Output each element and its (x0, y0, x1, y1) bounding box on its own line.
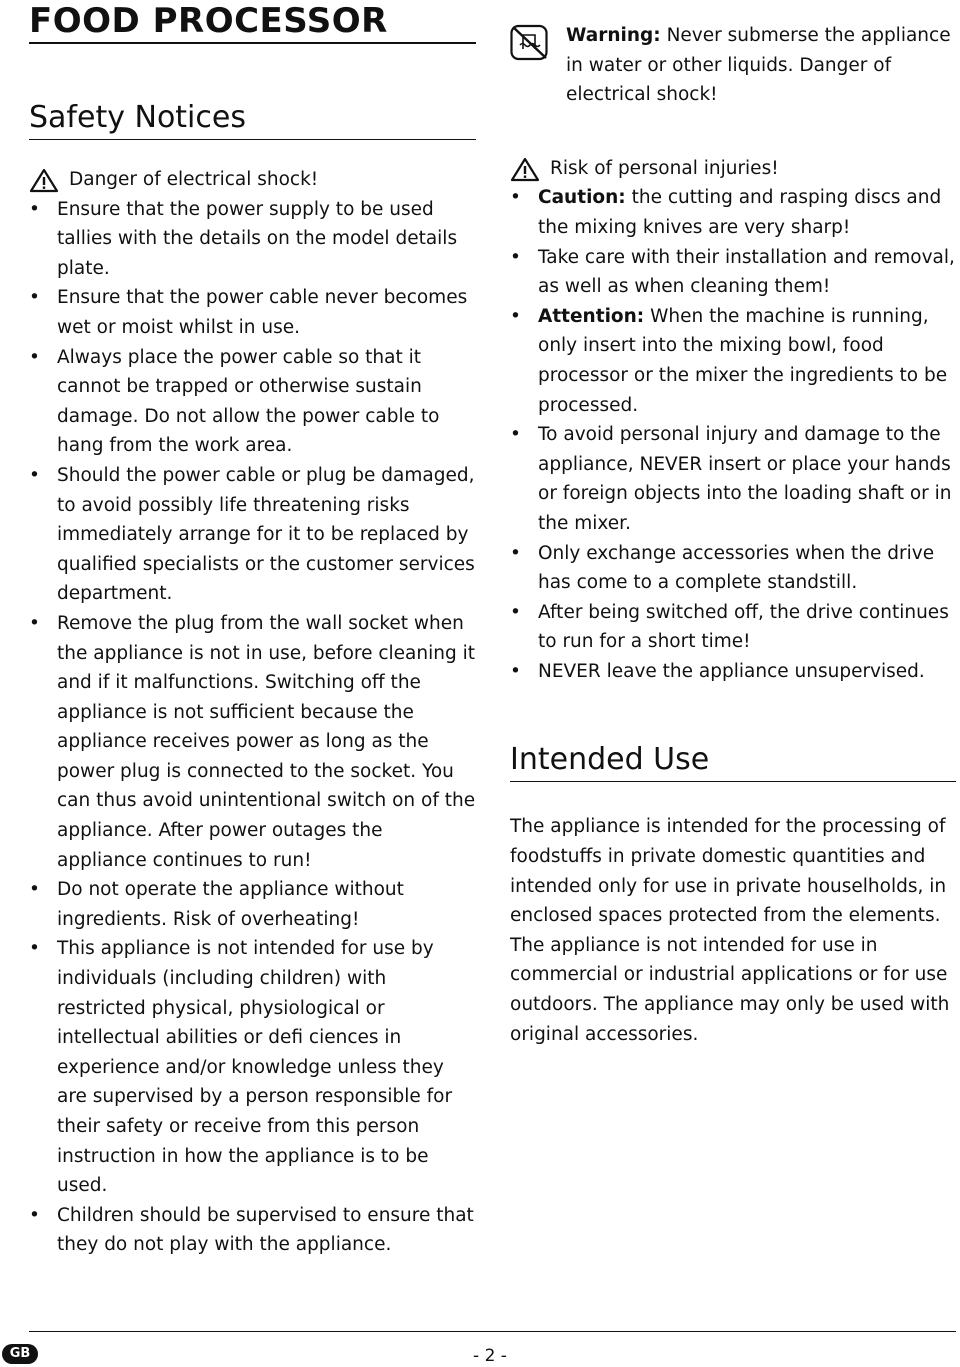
list-item: • After being switched off, the drive continues to run for a short time! (510, 598, 956, 657)
injury-heading (510, 154, 956, 184)
submerge-warning-label: Warning: (566, 25, 661, 46)
safety-notices-title: Safety Notices (29, 100, 476, 140)
intended-use-body (510, 812, 956, 1049)
submerge-warning (510, 21, 956, 110)
caution-label: Caution: (538, 187, 626, 209)
list-item: • Ensure that the power supply to be used tallies with the details on the model details plate. (29, 195, 476, 284)
submerge-warning-text (566, 21, 956, 110)
page-number: - 2 - (473, 1346, 507, 1366)
footer-divider (29, 1331, 956, 1332)
country-badge: GB (2, 1344, 38, 1364)
list-item: • Only exchange accessories when the drive has come to a complete standstill. (510, 539, 956, 598)
submerge-warning-body: Never submerse the appliance in water or other liquids. Danger of electrical shock! (566, 25, 951, 106)
electric-shock-heading (29, 165, 476, 195)
intended-use-paragraph: The appliance is intended for the processing of foodstuffs in private domestic quantities and intended only for use in private houselholds, in enclosed spaces protected from the elements. (510, 816, 947, 927)
list-item: • Children should be supervised to ensure that they do not play with the appliance. (29, 1201, 476, 1260)
no-submerge-icon (510, 21, 548, 61)
list-item: • Ensure that the power cable never becomes wet or moist whilst in use. (29, 283, 476, 342)
page-title: FOOD PROCESSOR (29, 0, 476, 44)
intended-use-title: Intended Use (510, 742, 956, 782)
attention-text: When the machine is running, only insert into the mixing bowl, food processor or the mixer the ingredients to be processed. (538, 305, 948, 416)
electric-shock-heading-text: Danger of electrical shock! (69, 169, 319, 190)
warning-triangle-icon (510, 157, 540, 182)
list-item: • Remove the plug from the wall socket when the appliance is not in use, before cleaning it and if it malfunctions. Switching off the appliance is not sufficient because the appliance receives power as long as the power plug is connected to the socket. You can thus avoid unintentional switch on of the appliance. After power outages the appliance continues to run! (29, 609, 476, 875)
right-column (510, 0, 956, 1049)
left-column (29, 0, 476, 1260)
list-item: • Do not operate the appliance without ingredients. Risk of overheating! (29, 875, 476, 934)
electric-shock-list (29, 195, 476, 1260)
list-item: • Take care with their installation and removal, as well as when cleaning them! (510, 243, 956, 302)
list-item: • This appliance is not intended for use by individuals (including children) with restricted physical, physiological or intellectual abilities or defi ciences in experience and/or knowledge unless they are supervised by a person responsible for their safety or receive from this person instruction in how the appliance is to be used. (29, 934, 476, 1200)
injury-list (510, 183, 956, 686)
attention-label: Attention: (538, 305, 645, 327)
list-item: • Always place the power cable so that it cannot be trapped or otherwise sustain damage. Do not allow the power cable to hang from the work area. (29, 343, 476, 461)
list-item (510, 302, 956, 420)
list-item (510, 183, 956, 242)
list-item: • NEVER leave the appliance unsupervised. (510, 657, 956, 687)
list-item: • Should the power cable or plug be damaged, to avoid possibly life threatening risks immediately arrange for it to be replaced by qualified specialists or the customer services department. (29, 461, 476, 609)
injury-heading-text: Risk of personal injuries! (550, 157, 779, 179)
intended-use-paragraph: The appliance is not intended for use in commercial or industrial applications or for use outdoors. The appliance may only be used with original accessories. (510, 934, 950, 1045)
caution-text: the cutting and rasping discs and the mixing knives are very sharp! (538, 187, 942, 238)
warning-triangle-icon (29, 168, 59, 193)
list-item: • To avoid personal injury and damage to the appliance, NEVER insert or place your hands or foreign objects into the loading shaft or in the mixer. (510, 420, 956, 538)
